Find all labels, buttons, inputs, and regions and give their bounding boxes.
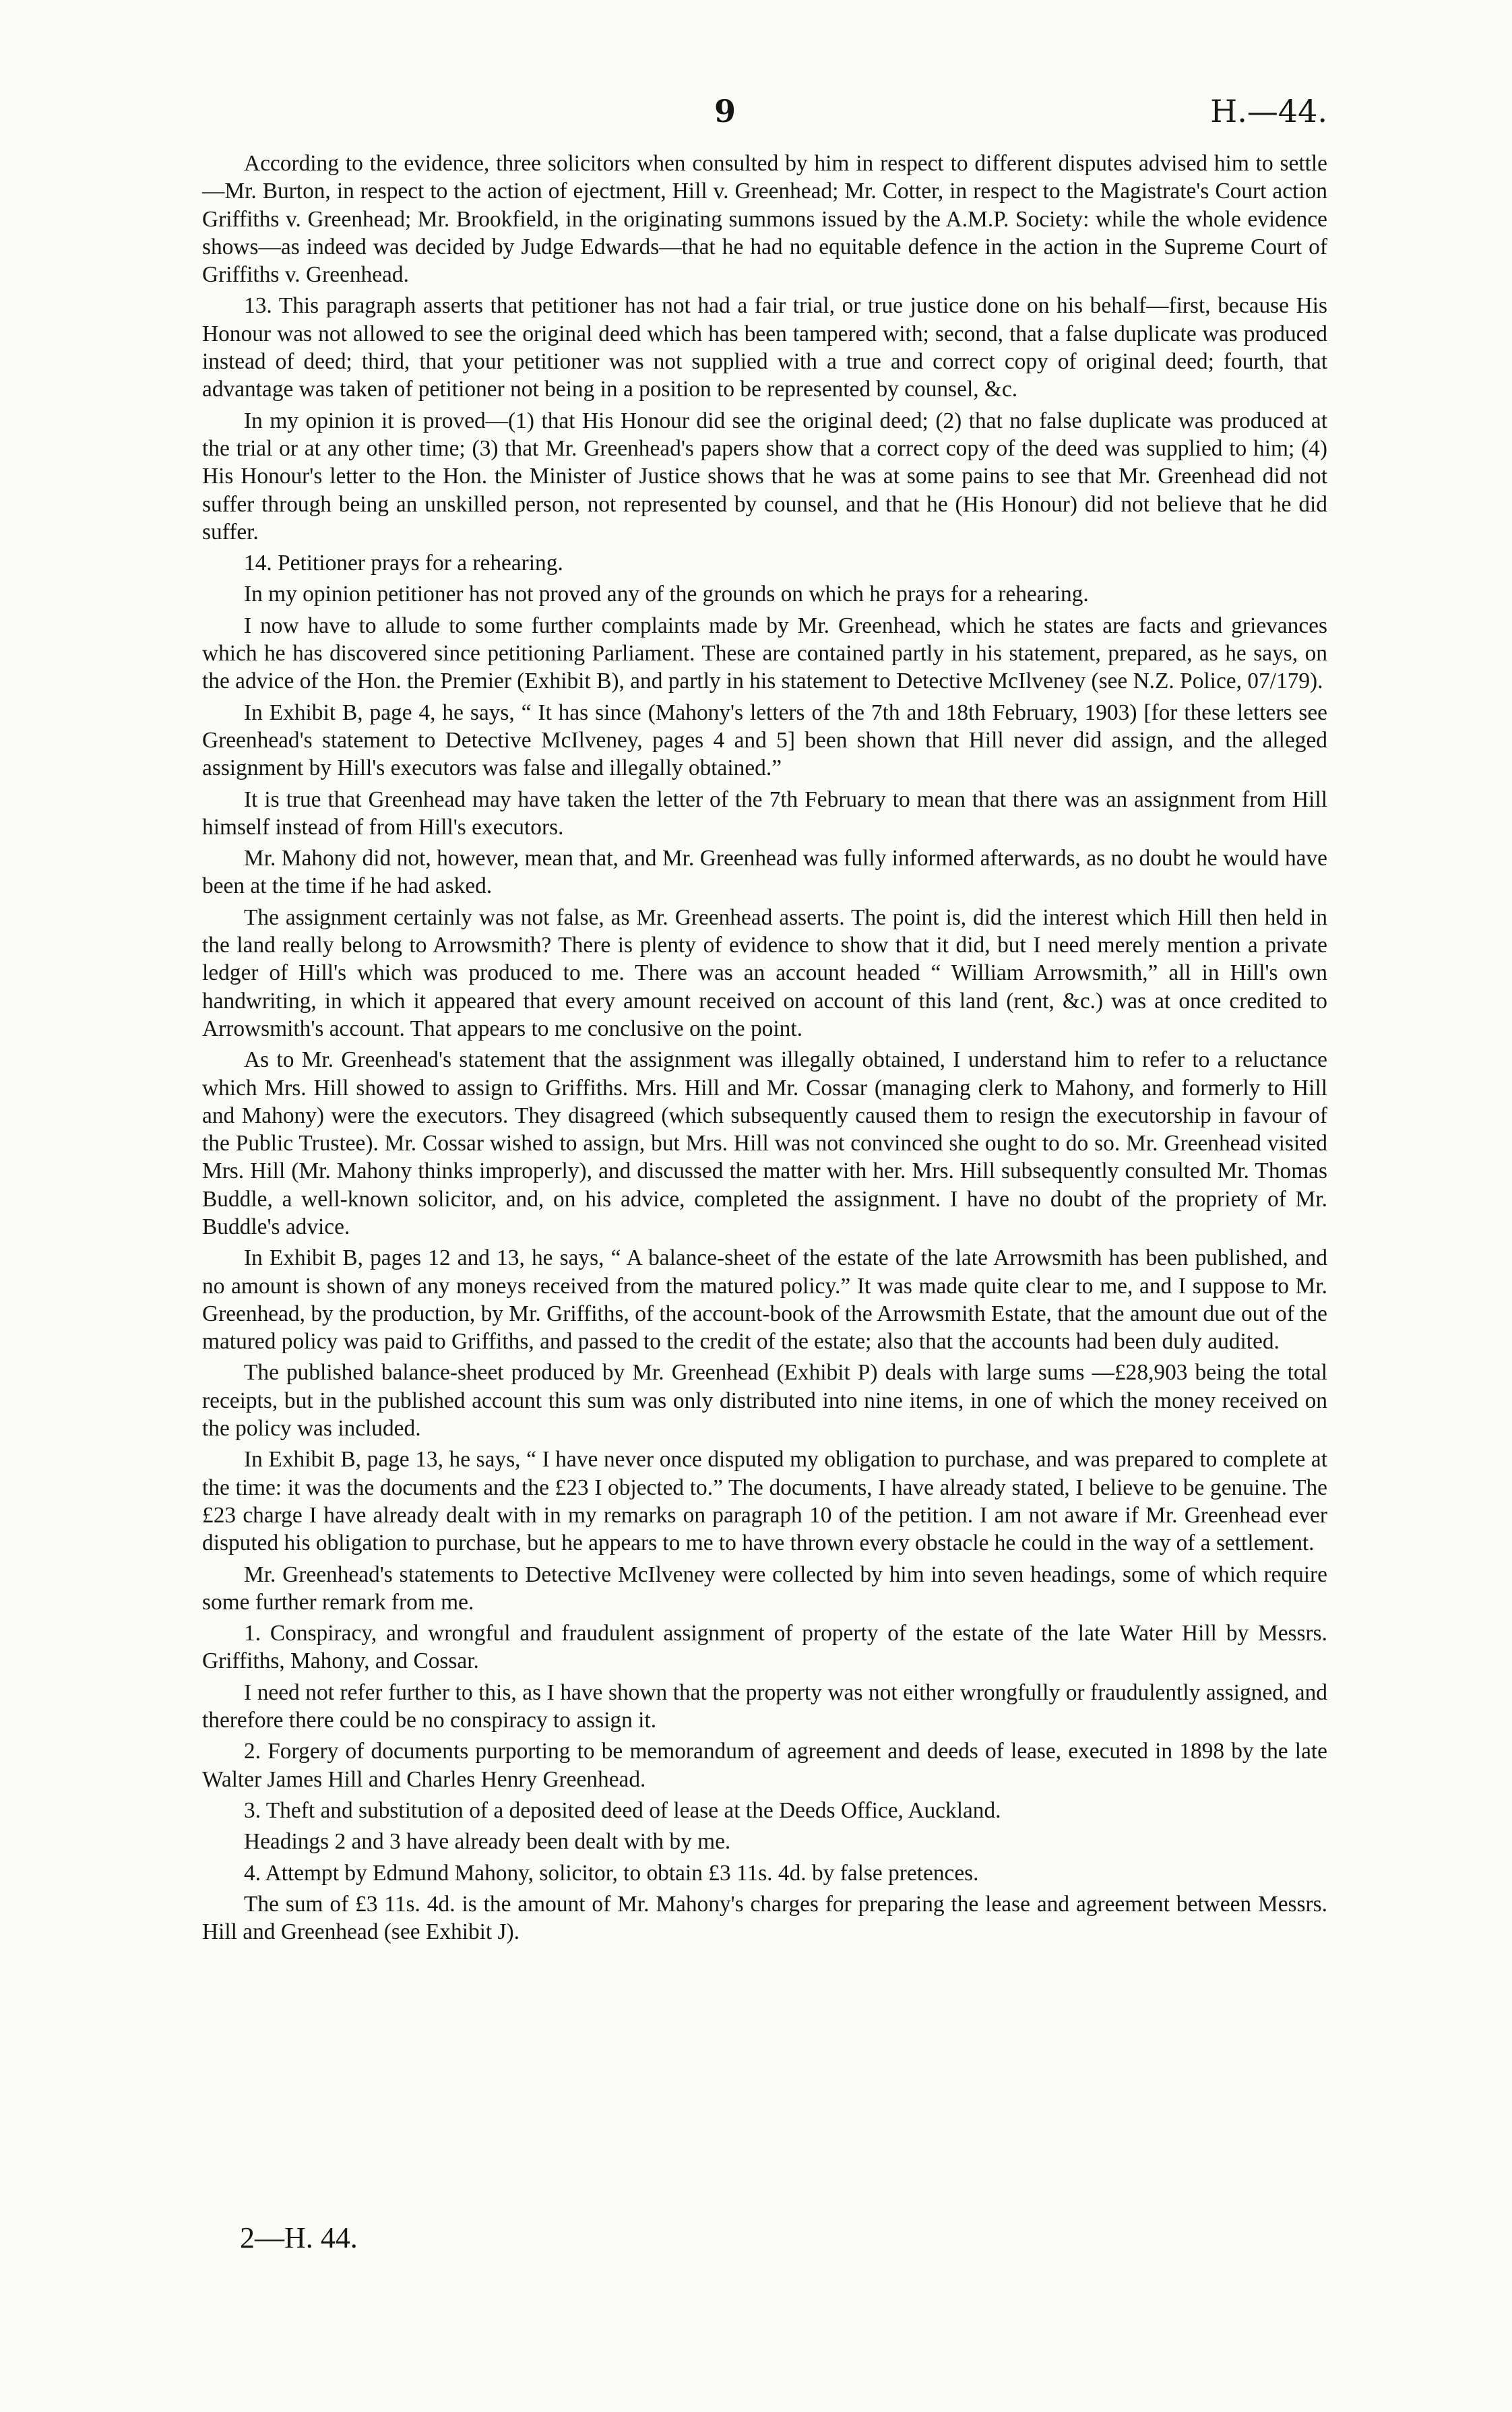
paragraph: As to Mr. Greenhead's statement that the assignment was illegally obtained, I understand him to refer to a reluctance which Mrs. Hill showed to assign to Griffiths. Mrs. Hill and Mr. Cossar (managing clerk to Mahony, and formerly to Hill and Mahony) were the executors. They disagreed (which subsequently caused them to resign the executorship in favour of the Public Trustee). Mr. Cossar wished to assign, but Mrs. Hill was not convinced she ought to do so. Mr. Greenhead visited Mrs. Hill (Mr. Mahony thinks improperly), and discussed the matter with her. Mrs. Hill subsequently consulted Mr. Thomas Buddle, a well-known solicitor, and, on his advice, completed the assignment. I have no doubt of the propriety of Mr. Buddle's advice.	[202, 1047, 1327, 1239]
page-header	[202, 93, 1327, 140]
document-reference: H.—44.	[1210, 93, 1327, 129]
paragraph: I need not refer further to this, as I have shown that the property was not either wrongfully or fraudulently assigned, and therefore there could be no conspiracy to assign it.	[202, 1679, 1327, 1733]
paragraph: 14. Petitioner prays for a rehearing.	[244, 551, 563, 576]
paragraph: In my opinion petitioner has not proved any of the grounds on which he prays for a rehearing.	[244, 582, 1089, 607]
paragraph: According to the evidence, three solicitors when consulted by him in respect to different disputes advised him to settle—Mr. Burton, in respect to the action of ejectment, Hill v. Greenhead; Mr. Cotter, in respect to the Magistrate's Court action Griffiths v. Greenhead; Mr. Brookfield, in the originating summons issued by the A.M.P. Society: while the whole evidence shows—as indeed was decided by Judge Edwards—that he had no equitable defence in the action in the Supreme Court of Griffiths v. Greenhead.	[202, 151, 1327, 288]
paragraph: The published balance-sheet produced by Mr. Greenhead (Exhibit P) deals with large sums —£28,903 being the total receipts, but in the published account this sum was only distributed into nine items, in one of which the money received on the policy was included.	[202, 1360, 1327, 1442]
page-number: 9	[714, 93, 736, 129]
paragraph: The assignment certainly was not false, as Mr. Greenhead asserts. The point is, did the interest which Hill then held in the land really belong to Arrowsmith? There is plenty of evidence to show that it did, but I need merely mention a private ledger of Hill's which was produced to me. There was an account headed “ William Arrowsmith,” all in Hill's own handwriting, in which it appeared that every amount received on account of this land (rent, &c.) was at once credited to Arrowsmith's account. That appears to me conclusive on the point.	[202, 904, 1327, 1041]
paragraph: 4. Attempt by Edmund Mahony, solicitor, to obtain £3 11s. 4d. by false pretences.	[244, 1860, 979, 1886]
paragraph: It is true that Greenhead may have taken the letter of the 7th February to mean that there was an assignment from Hill himself instead of from Hill's executors.	[202, 786, 1327, 840]
paragraph: 3. Theft and substitution of a deposited deed of lease at the Deeds Office, Auckland.	[244, 1797, 1001, 1823]
paragraph: In Exhibit B, page 4, he says, “ It has since (Mahony's letters of the 7th and 18th February, 1903) [for these letters see Greenhead's statement to Detective McIlveney, pages 4 and 5] been shown that Hill never did assign, and the alleged assignment by Hill's executors was false and illegally obtained.”	[202, 700, 1327, 781]
paragraph: I now have to allude to some further complaints made by Mr. Greenhead, which he states are facts and grievances which he has discovered since petitioning Parliament. These are contained partly in his statement, prepared, as he says, on the advice of the Hon. the Premier (Exhibit B), and partly in his statement to Detective McIlveney (see N.Z. Police, 07/179).	[202, 613, 1327, 694]
paragraph: In Exhibit B, page 13, he says, “ I have never once disputed my obligation to purchase, and was prepared to complete at the time: it was the documents and the £23 I objected to.” The documents, I have already stated, I believe to be genuine. The £23 charge I have already dealt with in my remarks on paragraph 10 of the petition. I am not aware if Mr. Greenhead ever disputed his obligation to purchase, but he appears to me to have thrown every obstacle he could in the way of a settlement.	[202, 1447, 1327, 1556]
paragraph: 13. This paragraph asserts that petitioner has not had a fair trial, or true justice done on his behalf—first, because His Honour was not allowed to see the original deed which has been tampered with; second, that a false duplicate was produced instead of deed; third, that your petitioner was not supplied with a true and correct copy of original deed; fourth, that advantage was taken of petitioner not being in a position to be represented by counsel, &c.	[202, 293, 1327, 402]
report-body	[202, 150, 1327, 1949]
paragraph: Headings 2 and 3 have already been dealt with by me.	[244, 1829, 731, 1855]
paragraph: Mr. Mahony did not, however, mean that, and Mr. Greenhead was fully informed afterwards, as no doubt he would have been at the time if he had asked.	[202, 846, 1327, 899]
paragraph: The sum of £3 11s. 4d. is the amount of Mr. Mahony's charges for preparing the lease and agreement between Messrs. Hill and Greenhead (see Exhibit J).	[202, 1891, 1327, 1945]
paragraph: 2. Forgery of documents purporting to be memorandum of agreement and deeds of lease, executed in 1898 by the late Walter James Hill and Charles Henry Greenhead.	[202, 1739, 1327, 1792]
signature-reference: 2—H. 44.	[240, 2221, 358, 2254]
paragraph: In my opinion it is proved—(1) that His Honour did see the original deed; (2) that no false duplicate was produced at the trial or at any other time; (3) that Mr. Greenhead's papers show that a correct copy of the deed was supplied to him; (4) His Honour's letter to the Hon. the Minister of Justice shows that he was at some pains to see that Mr. Greenhead did not suffer through being an unskilled person, not represented by counsel, and that he (His Honour) did not believe that he did suffer.	[202, 408, 1327, 545]
paragraph: In Exhibit B, pages 12 and 13, he says, “ A balance-sheet of the estate of the late Arrowsmith has been published, and no amount is shown of any moneys received from the matured policy.” It was made quite clear to me, and I suppose to Mr. Greenhead, by the production, by Mr. Griffiths, of the account-book of the Arrowsmith Estate, that the amount due out of the matured policy was paid to Griffiths, and passed to the credit of the estate; also that the accounts had been duly audited.	[202, 1245, 1327, 1355]
paragraph: Mr. Greenhead's statements to Detective McIlveney were collected by him into seven headings, some of which require some further remark from me.	[202, 1561, 1327, 1615]
paragraph: 1. Conspiracy, and wrongful and fraudulent assignment of property of the estate of the late Water Hill by Messrs. Griffiths, Mahony, and Cossar.	[202, 1621, 1327, 1674]
